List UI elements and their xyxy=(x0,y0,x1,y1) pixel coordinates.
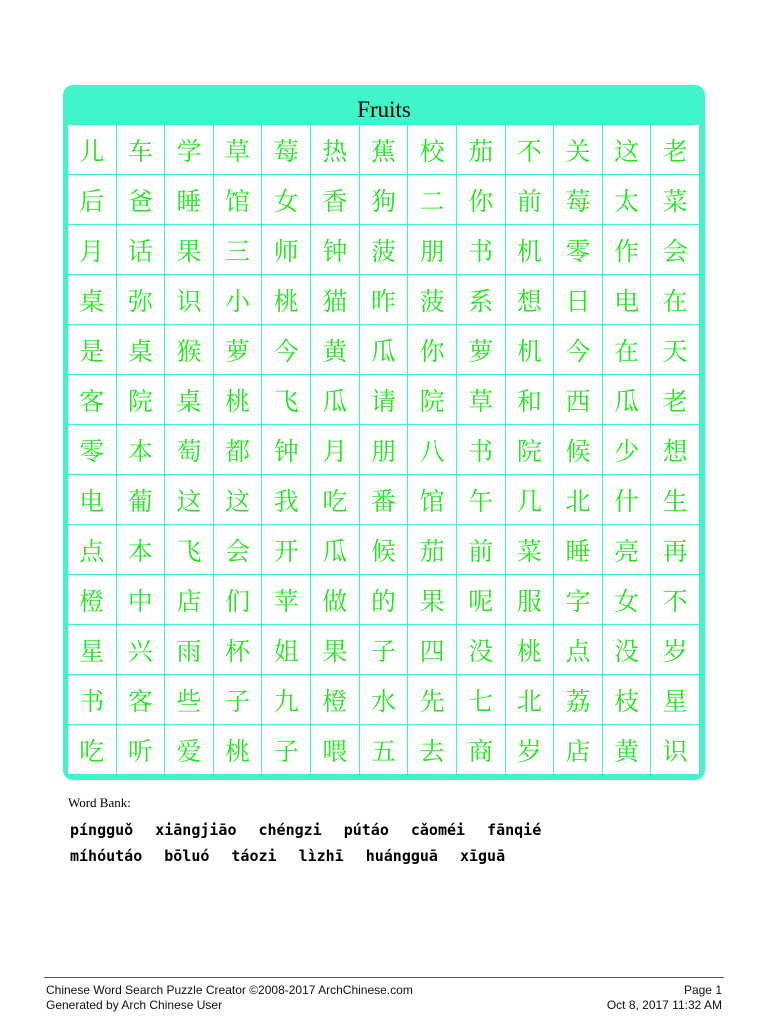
grid-cell: 小 xyxy=(214,275,263,325)
grid-cell: 果 xyxy=(165,225,214,275)
grid-cell: 客 xyxy=(68,375,117,425)
grid-cell: 北 xyxy=(554,475,603,525)
grid-cell: 热 xyxy=(311,125,360,175)
grid-cell: 兴 xyxy=(117,625,166,675)
grid-cell: 西 xyxy=(554,375,603,425)
grid-cell: 没 xyxy=(457,625,506,675)
grid-cell: 黄 xyxy=(311,325,360,375)
grid-cell: 在 xyxy=(651,275,700,325)
grid-cell: 今 xyxy=(554,325,603,375)
grid-cell: 机 xyxy=(506,325,555,375)
grid-cell: 桌 xyxy=(165,375,214,425)
grid-cell: 老 xyxy=(651,125,700,175)
grid-cell: 菜 xyxy=(506,525,555,575)
word-bank-item: xiāngjiāo xyxy=(155,821,237,839)
grid-cell: 睡 xyxy=(165,175,214,225)
grid-cell: 女 xyxy=(603,575,652,625)
grid-cell: 先 xyxy=(408,675,457,725)
grid-cell: 莓 xyxy=(554,175,603,225)
grid-cell: 猴 xyxy=(165,325,214,375)
footer-copyright: Chinese Word Search Puzzle Creator ©2008-2017 ArchChinese.com xyxy=(46,983,413,997)
grid-cell: 菜 xyxy=(651,175,700,225)
grid-cell: 去 xyxy=(408,725,457,775)
grid-cell: 们 xyxy=(214,575,263,625)
grid-cell: 吃 xyxy=(311,475,360,525)
grid-cell: 少 xyxy=(603,425,652,475)
grid-cell: 香 xyxy=(311,175,360,225)
grid-cell: 爱 xyxy=(165,725,214,775)
word-bank-item: huángguā xyxy=(365,847,438,865)
grid-cell: 开 xyxy=(262,525,311,575)
grid-cell: 萝 xyxy=(457,325,506,375)
grid-cell: 水 xyxy=(360,675,409,725)
grid-cell: 本 xyxy=(117,525,166,575)
grid-cell: 请 xyxy=(360,375,409,425)
grid-cell: 店 xyxy=(554,725,603,775)
grid-cell: 瓜 xyxy=(360,325,409,375)
grid-cell: 星 xyxy=(651,675,700,725)
grid-cell: 星 xyxy=(68,625,117,675)
grid-cell: 识 xyxy=(165,275,214,325)
grid-cell: 校 xyxy=(408,125,457,175)
footer-generated-by: Generated by Arch Chinese User xyxy=(46,998,223,1012)
grid-cell: 系 xyxy=(457,275,506,325)
grid-cell: 午 xyxy=(457,475,506,525)
grid-cell: 你 xyxy=(457,175,506,225)
grid-cell: 书 xyxy=(68,675,117,725)
grid-cell: 桌 xyxy=(68,275,117,325)
word-bank-item: míhóutáo xyxy=(70,847,143,865)
grid-cell: 的 xyxy=(360,575,409,625)
grid-cell: 点 xyxy=(554,625,603,675)
grid-cell: 会 xyxy=(651,225,700,275)
grid-cell: 莓 xyxy=(262,125,311,175)
grid-cell: 日 xyxy=(554,275,603,325)
grid-cell: 书 xyxy=(457,425,506,475)
grid-cell: 电 xyxy=(68,475,117,525)
grid-cell: 茄 xyxy=(408,525,457,575)
grid-cell: 雨 xyxy=(165,625,214,675)
grid-cell: 蕉 xyxy=(360,125,409,175)
word-bank-label: Word Bank: xyxy=(68,795,131,810)
grid-cell: 会 xyxy=(214,525,263,575)
grid-cell: 今 xyxy=(262,325,311,375)
grid-cell: 客 xyxy=(117,675,166,725)
grid-cell: 车 xyxy=(117,125,166,175)
grid-cell: 想 xyxy=(506,275,555,325)
grid-cell: 院 xyxy=(506,425,555,475)
word-bank-item: fānqié xyxy=(487,821,542,839)
grid-cell: 橙 xyxy=(68,575,117,625)
grid-cell: 月 xyxy=(68,225,117,275)
grid-cell: 些 xyxy=(165,675,214,725)
grid-cell: 子 xyxy=(262,725,311,775)
footer-page-number: Page 1 xyxy=(683,983,722,997)
grid-cell: 中 xyxy=(117,575,166,625)
grid-cell: 桃 xyxy=(214,375,263,425)
grid-cell: 桃 xyxy=(214,725,263,775)
word-bank-item: pútáo xyxy=(343,821,389,839)
grid-cell: 苹 xyxy=(262,575,311,625)
grid-cell: 没 xyxy=(603,625,652,675)
word-bank-item: lìzhī xyxy=(298,847,344,865)
grid-cell: 喂 xyxy=(311,725,360,775)
grid-cell: 天 xyxy=(651,325,700,375)
grid-cell: 本 xyxy=(117,425,166,475)
grid-cell: 睡 xyxy=(554,525,603,575)
grid-cell: 昨 xyxy=(360,275,409,325)
grid-cell: 飞 xyxy=(262,375,311,425)
grid-cell: 师 xyxy=(262,225,311,275)
grid-cell: 电 xyxy=(603,275,652,325)
grid-cell: 猫 xyxy=(311,275,360,325)
grid-cell: 候 xyxy=(360,525,409,575)
grid-cell: 三 xyxy=(214,225,263,275)
grid-cell: 番 xyxy=(360,475,409,525)
grid-cell: 不 xyxy=(506,125,555,175)
grid-cell: 这 xyxy=(214,475,263,525)
grid-cell: 萄 xyxy=(165,425,214,475)
word-bank-item: bōluó xyxy=(164,847,210,865)
grid-cell: 狗 xyxy=(360,175,409,225)
grid-cell: 子 xyxy=(214,675,263,725)
grid-cell: 吃 xyxy=(68,725,117,775)
grid-cell: 关 xyxy=(554,125,603,175)
grid-cell: 字 xyxy=(554,575,603,625)
footer-timestamp: Oct 8, 2017 11:32 AM xyxy=(606,998,722,1012)
grid-cell: 机 xyxy=(506,225,555,275)
grid-cell: 瓜 xyxy=(603,375,652,425)
grid-cell: 商 xyxy=(457,725,506,775)
grid-cell: 几 xyxy=(506,475,555,525)
grid-cell: 再 xyxy=(651,525,700,575)
grid-cell: 做 xyxy=(311,575,360,625)
grid-cell: 桃 xyxy=(506,625,555,675)
word-bank-row-1 xyxy=(70,821,563,839)
grid-cell: 萝 xyxy=(214,325,263,375)
grid-cell: 这 xyxy=(603,125,652,175)
grid-cell: 四 xyxy=(408,625,457,675)
grid-cell: 前 xyxy=(457,525,506,575)
word-bank-item: xīguā xyxy=(459,847,506,865)
grid-cell: 在 xyxy=(603,325,652,375)
grid-cell: 枝 xyxy=(603,675,652,725)
grid-cell: 院 xyxy=(408,375,457,425)
grid-cell: 儿 xyxy=(68,125,117,175)
grid-cell: 月 xyxy=(311,425,360,475)
grid-cell: 馆 xyxy=(214,175,263,225)
grid-cell: 果 xyxy=(311,625,360,675)
grid-cell: 桃 xyxy=(262,275,311,325)
grid-cell: 作 xyxy=(603,225,652,275)
grid-cell: 听 xyxy=(117,725,166,775)
grid-cell: 前 xyxy=(506,175,555,225)
grid-cell: 想 xyxy=(651,425,700,475)
grid-cell: 菠 xyxy=(408,275,457,325)
word-bank-item: píngguǒ xyxy=(70,821,134,839)
grid-cell: 钟 xyxy=(262,425,311,475)
grid-cell: 飞 xyxy=(165,525,214,575)
grid-cell: 荔 xyxy=(554,675,603,725)
puzzle-title: Fruits xyxy=(357,97,411,122)
grid-cell: 岁 xyxy=(506,725,555,775)
grid-cell: 弥 xyxy=(117,275,166,325)
word-bank-item: cǎoméi xyxy=(410,821,466,839)
grid-cell: 葡 xyxy=(117,475,166,525)
grid-cell: 茄 xyxy=(457,125,506,175)
character-grid xyxy=(68,125,700,775)
grid-cell: 学 xyxy=(165,125,214,175)
grid-cell: 点 xyxy=(68,525,117,575)
puzzle-frame xyxy=(63,85,705,780)
grid-cell: 呢 xyxy=(457,575,506,625)
grid-cell: 桌 xyxy=(117,325,166,375)
grid-cell: 书 xyxy=(457,225,506,275)
grid-cell: 果 xyxy=(408,575,457,625)
grid-cell: 岁 xyxy=(651,625,700,675)
grid-cell: 是 xyxy=(68,325,117,375)
grid-cell: 你 xyxy=(408,325,457,375)
word-bank-item: chéngzi xyxy=(258,821,322,839)
grid-cell: 这 xyxy=(165,475,214,525)
grid-cell: 我 xyxy=(262,475,311,525)
grid-cell: 都 xyxy=(214,425,263,475)
grid-cell: 零 xyxy=(554,225,603,275)
grid-cell: 橙 xyxy=(311,675,360,725)
grid-cell: 菠 xyxy=(360,225,409,275)
grid-cell: 七 xyxy=(457,675,506,725)
grid-cell: 草 xyxy=(214,125,263,175)
grid-cell: 识 xyxy=(651,725,700,775)
grid-cell: 北 xyxy=(506,675,555,725)
grid-cell: 零 xyxy=(68,425,117,475)
grid-cell: 太 xyxy=(603,175,652,225)
grid-cell: 九 xyxy=(262,675,311,725)
grid-cell: 朋 xyxy=(408,225,457,275)
grid-cell: 服 xyxy=(506,575,555,625)
grid-cell: 黄 xyxy=(603,725,652,775)
grid-cell: 和 xyxy=(506,375,555,425)
grid-cell: 钟 xyxy=(311,225,360,275)
grid-cell: 女 xyxy=(262,175,311,225)
grid-cell: 瓜 xyxy=(311,525,360,575)
grid-cell: 不 xyxy=(651,575,700,625)
grid-cell: 朋 xyxy=(360,425,409,475)
grid-cell: 五 xyxy=(360,725,409,775)
grid-cell: 二 xyxy=(408,175,457,225)
grid-cell: 生 xyxy=(651,475,700,525)
grid-cell: 后 xyxy=(68,175,117,225)
grid-cell: 馆 xyxy=(408,475,457,525)
grid-cell: 爸 xyxy=(117,175,166,225)
word-bank-item: táozi xyxy=(231,847,277,865)
grid-cell: 姐 xyxy=(262,625,311,675)
grid-cell: 店 xyxy=(165,575,214,625)
grid-cell: 八 xyxy=(408,425,457,475)
grid-cell: 候 xyxy=(554,425,603,475)
grid-cell: 杯 xyxy=(214,625,263,675)
footer-divider xyxy=(44,977,724,978)
word-bank-row-2 xyxy=(70,847,527,865)
grid-cell: 瓜 xyxy=(311,375,360,425)
grid-cell: 什 xyxy=(603,475,652,525)
grid-cell: 老 xyxy=(651,375,700,425)
grid-cell: 亮 xyxy=(603,525,652,575)
grid-cell: 子 xyxy=(360,625,409,675)
grid-cell: 草 xyxy=(457,375,506,425)
grid-cell: 院 xyxy=(117,375,166,425)
grid-cell: 话 xyxy=(117,225,166,275)
